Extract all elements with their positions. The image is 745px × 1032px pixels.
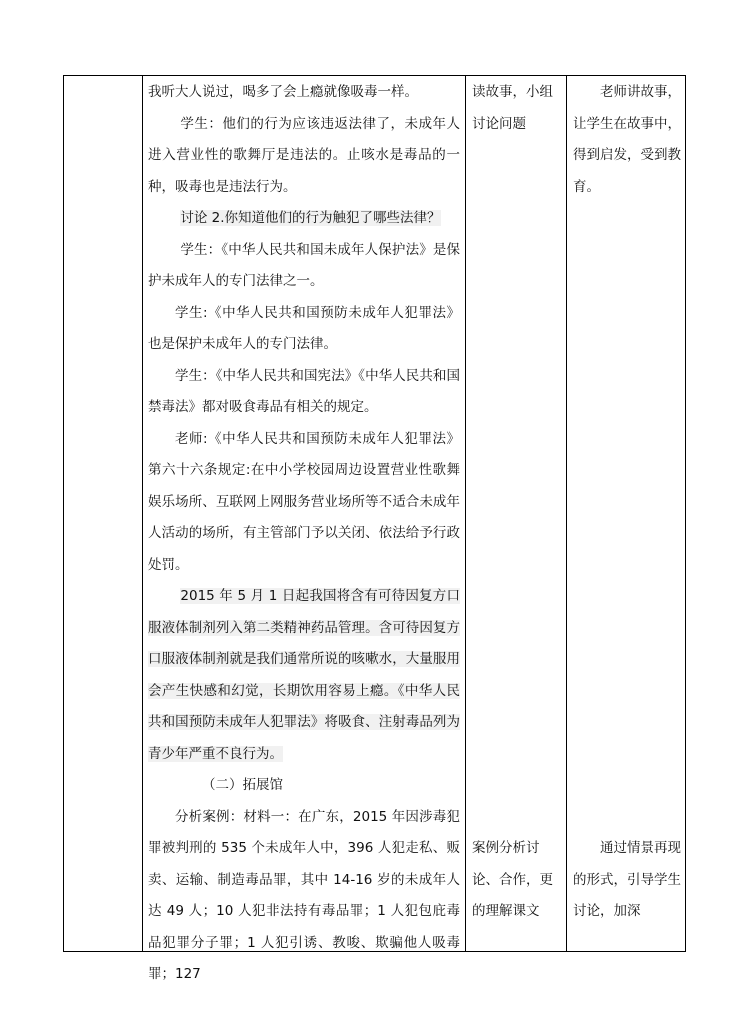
paragraph [143,581,465,770]
stage-column-cell [64,76,143,952]
table-row [64,76,686,952]
design-intent-text: 通过情景再现的形式，引导学生讨论，加深 [573,840,681,919]
highlighted-text: 讨论 2.你知道他们的行为触犯了哪些法律？ [180,210,441,226]
paragraph: 学生：《中华人民共和国宪法》《中华人民共和国禁毒法》都对吸食毒品有相关的规定。 [148,367,460,415]
student-activity-cell [466,76,567,952]
paragraph: 学生:《中华人民共和国预防未成年人犯罪法》也是保护未成年人的专门法律。 [148,304,460,352]
paragraph: 学生：《中华人民共和国未成年人保护法》是保护未成年人的专门法律之一。 [148,241,460,289]
teaching-process-cell [143,76,466,982]
student-activity-text: 案例分析讨论、合作，更的理解课文 [472,840,553,919]
section-heading: （二）拓展馆 [202,777,283,793]
highlighted-text: 2015 年 5 月 1 日起我国将含有可待因复方口服液体制剂列入第二类精神药品管理。含可待因复方口服液体制剂就是我们通常所说的咳嗽水，大量服用会产生快感和幻觉，长期饮用容易上瘾。《中华人民共和国预防未成年人犯罪法》将吸食、注射毒品列为青少年严重不良行为。 [148,588,460,762]
design-intent-cell [567,76,686,952]
paragraph: 我听大人说过，喝多了会上瘾就像吸毒一样。 [148,84,418,100]
design-intent-text: 老师讲故事，让学生在故事中，得到启发，受到教育。 [573,84,681,195]
paragraph: 分析案例：材料一：在广东，2015 年因涉毒犯罪被判刑的 535 个未成年人中，396 人犯走私、贩卖、运输、制造毒品罪，其中 14-16 岁的未成年人达 49 人；10 人犯非法持有毒品罪；1 人犯包庇毒品犯罪分子罪；1 人犯引诱、教唆、欺骗他人吸毒罪；127 [148,808,460,982]
paragraph: 学生：他们的行为应该违返法律了，未成年人进入营业性的歌舞厅是违法的。止咳水是毒品的一种，吸毒也是违法行为。 [148,115,460,195]
paragraph [143,203,465,235]
paragraph: 老师:《中华人民共和国预防未成年人犯罪法》第六十六条规定:在中小学校园周边设置营业性歌舞娱乐场所、互联网上网服务营业场所等不适合未成年人活动的场所，有主管部门予以关闭、依法给予行政处罚。 [148,430,460,573]
student-activity-text: 读故事，小组讨论问题 [472,84,553,132]
lesson-plan-table [63,75,686,982]
